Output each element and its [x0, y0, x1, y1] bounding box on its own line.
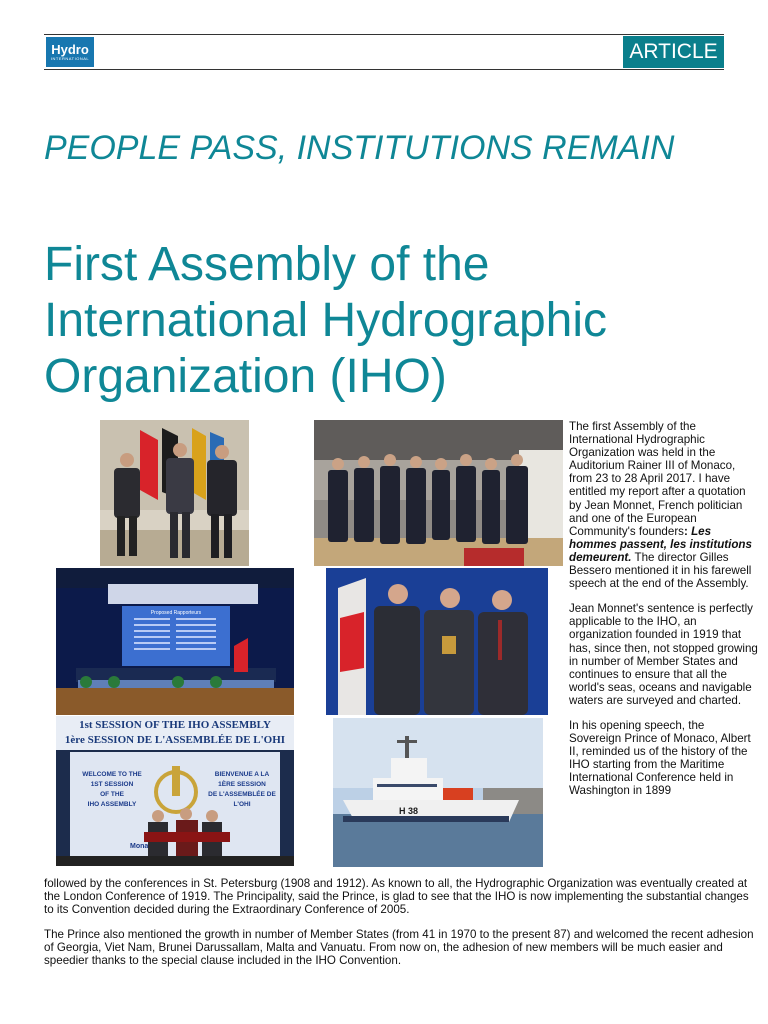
- backdrop-right-2: 1ÈRE SESSION: [218, 781, 266, 788]
- backdrop-left-1: WELCOME TO THE: [82, 771, 142, 778]
- photo-session-backdrop: [56, 716, 294, 866]
- banner-line-2: 1ère SESSION DE L'ASSEMBLÉE DE L'OHI: [64, 734, 286, 746]
- article-headline: First Assembly of the International Hydrographic Organization (IHO): [44, 238, 607, 403]
- hydro-logo[interactable]: [46, 37, 94, 67]
- photo-assembly-stage: [56, 568, 294, 715]
- article-side-column: [569, 420, 759, 810]
- backdrop-right-3: DE L'ASSEMBLÉE DE: [208, 791, 276, 798]
- photo-survey-ship: [333, 718, 543, 867]
- backdrop-right-4: L'OHI: [233, 801, 251, 808]
- article-bottom-text: [44, 877, 756, 980]
- paragraph-2: Jean Monnet's sentence is perfectly applicable to the IHO, an organization founded in 1919 that has, since then, not stopped growing in number of Member States and continues to ensure that all the world's seas, oceans and navigable waters are surveyed and charted.: [569, 602, 758, 707]
- logo-subtext: INTERNATIONAL: [50, 55, 90, 61]
- logo-text: Hydro: [51, 41, 89, 57]
- paragraph-3-start: In his opening speech, the Sovereign Prince of Monaco, Albert II, reminded us of the history of the IHO starting from the Maritime International Conference held in Washington in 1899: [569, 718, 751, 798]
- screen-title: Proposed Rapporteurs: [150, 610, 202, 616]
- paragraph-4: The Prince also mentioned the growth in number of Member States (from 41 in 1970 to the present 87) and welcomed the recent adhesion of Georgia, Viet Nam, Brunei Darussallam, Malta and Vanuatu. From now on, the adhesion of new members will be much easier and speedier thanks to the special clause included in the IHO Convention.: [44, 928, 754, 968]
- backdrop-left-4: IHO ASSEMBLY: [87, 801, 137, 808]
- paragraph-3-continued: followed by the conferences in St. Petersburg (1908 and 1912). As known to all, the Hydrographic Organization was eventually created at the London Conference of 1919. The Principality, said the Prince, is glad to see that the IHO is now implementing the substantial changes to its Convention decided during the Extraordinary Conference of 2005.: [44, 877, 749, 917]
- paragraph-1: [569, 420, 759, 590]
- paragraph-1-text: The first Assembly of the International Hydrographic Organization was held in the Auditorium Rainer III of Monaco, from 23 to 28 April 2017. I have entitled my report after a quotation by Jean Monnet, French politician and one of the European Community's founders: [569, 420, 746, 538]
- monnet-quote: Les hommes passent, les institutions demeurent.: [569, 524, 752, 564]
- photo-group-delegates-hall: [314, 420, 563, 566]
- photo-three-delegates-flags: [100, 420, 249, 566]
- paragraph-1-tail: The director Gilles Bessero mentioned it in his farewell speech at the end of the Assembly.: [569, 550, 752, 591]
- header-bar: [44, 34, 724, 70]
- ship-hull-number: H 38: [399, 806, 419, 816]
- backdrop-left-3: OF THE: [100, 791, 124, 798]
- paragraph-1-colon: :: [683, 524, 692, 538]
- photo-officials-award: [326, 568, 548, 715]
- section-tag: ARTICLE: [623, 36, 724, 68]
- banner-line-1: 1st SESSION OF THE IHO ASSEMBLY: [79, 719, 271, 731]
- backdrop-bottom: Mona: [130, 843, 149, 850]
- backdrop-right-1: BIENVENUE A LA: [214, 771, 270, 778]
- backdrop-left-2: 1ST SESSION: [90, 781, 134, 788]
- article-kicker: PEOPLE PASS, INSTITUTIONS REMAIN: [44, 129, 675, 167]
